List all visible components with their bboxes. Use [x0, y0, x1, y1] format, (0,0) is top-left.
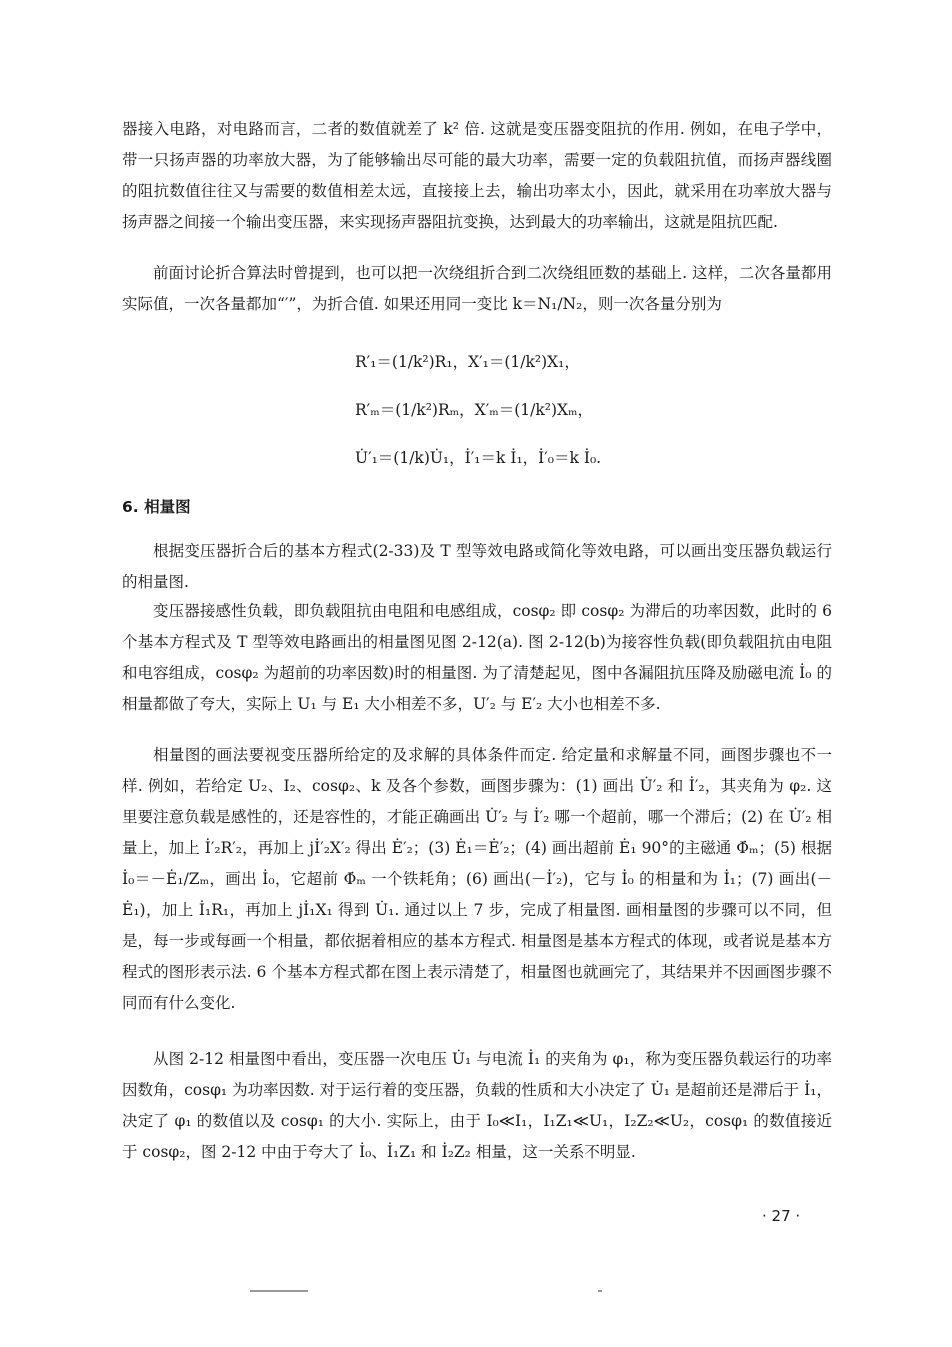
- equation-line: R′₁＝(1/k²)R₁，X′₁＝(1/k²)X₁，: [355, 353, 580, 371]
- paragraph-drawing-steps: [122, 740, 832, 1019]
- paragraph-text: 前面讨论折合算法时曾提到，也可以把一次绕组折合到二次绕组匝数的基础上. 这样，二次各量都用实际值，一次各量都加“′”，为折合值. 如果还用同一变比 k＝N₁/N₂，则一次各量分别为: [122, 264, 832, 313]
- page-number: · 27 ·: [762, 1207, 801, 1225]
- paragraph-impedance-matching: [122, 114, 832, 238]
- paragraph-text: 根据变压器折合后的基本方程式(2-33)及 T 型等效电路或简化等效电路，可以画出变压器负载运行的相量图.: [122, 542, 832, 591]
- paragraph-intro-phasor: [122, 536, 832, 598]
- paragraph-text: 器接入电路，对电路而言，二者的数值就差了 k² 倍. 这就是变压器变阻抗的作用. 例如，在电子学中，带一只扬声器的功率放大器，为了能够输出尽可能的最大功率，需要一定的负载阻抗值，而扬声器线圈的阻抗数值往往又与需要的数值相差太远，直接接上去，输出功率太小，因此，就采用在功率放大器与扬声器之间接一个输出变压器，来实现扬声器阻抗变换，达到最大的功率输出，这就是阻抗匹配.: [122, 120, 832, 231]
- paragraph-text: 变压器接感性负载，即负载阻抗由电阻和电感组成，cosφ₂ 即 cosφ₂ 为滞后的功率因数，此时的 6 个基本方程式及 T 型等效电路画出的相量图见图 2-12(a). 图 2-12(b)为接容性负载(即负载阻抗由电阻和电容组成，cosφ₂ 为超前的功率因数)时的相量图. 为了清楚起见，图中各漏阻抗压降及励磁电流 İ₀ 的相量都做了夸大，实际上 U₁ 与 E₁ 大小相差不多，U′₂ 与 E′₂ 大小也相差不多.: [122, 602, 832, 713]
- equation-line: U̇′₁＝(1/k)U̇₁，İ′₁＝k İ₁，İ′₀＝k İ₀.: [355, 449, 602, 467]
- section-heading: 6. 相量图: [122, 498, 191, 516]
- paragraph-referral: [122, 258, 832, 320]
- scan-artifact-line: [250, 1290, 308, 1292]
- paragraph-text: 从图 2-12 相量图中看出，变压器一次电压 U̇₁ 与电流 İ₁ 的夹角为 φ₁，称为变压器负载运行的功率因数角，cosφ₁ 为功率因数. 对于运行着的变压器，负载的性质和大小决定了 U̇₁ 是超前还是滞后于 İ₁，决定了 φ₁ 的数值以及 cosφ₁ 的大小. 实际上，由于 I₀≪I₁，I₁Z₁≪U₁，I₂Z₂≪U₂，cosφ₁ 的数值接近于 cosφ₂，图 2-12 中由于夸大了 İ₀、İ₁Z₁ 和 İ₂Z₂ 相量，这一关系不明显.: [122, 1050, 832, 1161]
- paragraph-inductive-load: [122, 596, 832, 720]
- paragraph-power-factor: [122, 1044, 832, 1168]
- paragraph-text: 相量图的画法要视变压器所给定的及求解的具体条件而定. 给定量和求解量不同，画图步骤也不一样. 例如，若给定 U₂、I₂、cosφ₂、k 及各个参数，画图步骤为：(1) 画出 U̇′₂ 和 İ′₂，其夹角为 φ₂. 这里要注意负载是感性的，还是容性的，才能正确画出 U̇′₂ 与 İ′₂ 哪一个超前，哪一个滞后；(2) 在 U̇′₂ 相量上，加上 İ′₂R′₂，再加上 jİ′₂X′₂ 得出 Ė′₂；(3) Ė₁＝Ė′₂；(4) 画出超前 Ė₁ 90°的主磁通 Φ̇ₘ；(5) 根据 İ₀＝－Ė₁/Zₘ，画出 İ₀，它超前 Φ̇ₘ 一个铁耗角；(6) 画出(－İ′₂)，它与 İ₀ 的相量和为 İ₁；(7) 画出(－Ė₁)，加上 İ₁R₁，再加上 jİ₁X₁ 得到 U̇₁. 通过以上 7 步，完成了相量图. 画相量图的步骤可以不同，但是，每一步或每画一个相量，都依据着相应的基本方程式. 相量图是基本方程式的体现，或者说是基本方程式的图形表示法. 6 个基本方程式都在图上表示清楚了，相量图也就画完了，其结果并不因画图步骤不同而有什么变化.: [122, 746, 832, 1012]
- equation-line: R′ₘ＝(1/k²)Rₘ，X′ₘ＝(1/k²)Xₘ，: [355, 401, 594, 419]
- scan-artifact-dot: [598, 1290, 602, 1292]
